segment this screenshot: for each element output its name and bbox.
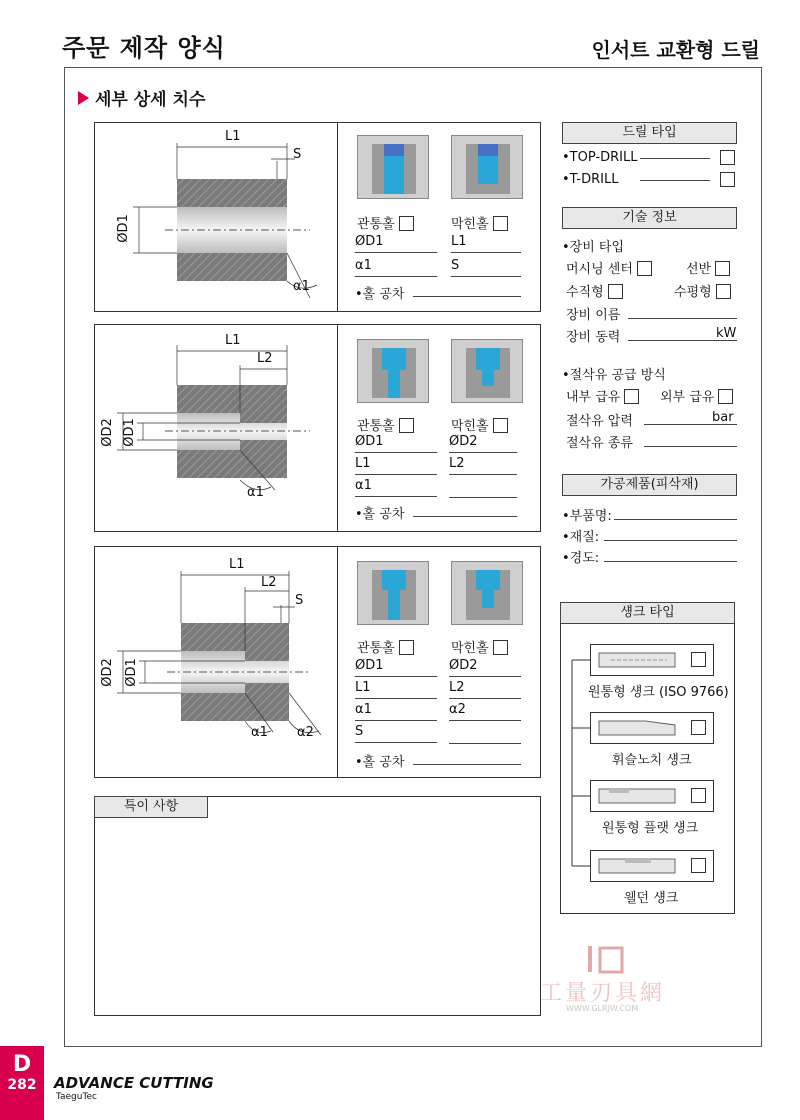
chapter-tab [0,1046,44,1120]
flat-shank-checkbox[interactable] [691,788,706,803]
blind-hole-checkbox[interactable] [493,640,508,655]
triangle-bullet-icon [78,91,89,105]
label-d1: ØD1 [121,418,137,447]
label-s: S [295,593,304,608]
blind-hole-checkbox[interactable] [493,418,508,433]
field-l1[interactable]: L1 [451,233,521,253]
field-s[interactable]: S [451,257,521,277]
weldon-shank-label: 웰던 섕크 [624,891,679,906]
field-d1[interactable]: ØD1 [355,657,437,677]
field-s[interactable]: S [355,723,437,743]
label-l2: L2 [257,351,273,366]
part-name-input[interactable] [614,519,737,520]
watermark-logo-icon [586,944,626,974]
material-label: •재질: [562,530,600,545]
power-unit: kW [716,326,737,341]
field-l1[interactable]: L1 [355,455,437,475]
blind-hole-checkbox[interactable] [493,216,508,231]
field-a2[interactable]: α2 [449,701,521,721]
field-d1[interactable]: ØD1 [355,233,437,253]
weldon-shank-icon [595,851,685,881]
flat-shank-label: 원통형 플랫 섕크 [602,821,699,836]
notes-box[interactable] [94,796,541,1016]
through-hole-label: 관통홀 [357,213,414,232]
hardness-label: •경도: [562,551,600,566]
top-drill-label: •TOP-DRILL [562,150,638,165]
brand-sub: TaeguTec [56,1092,97,1102]
vertical-label: 수직형 [566,281,623,300]
vertical-checkbox[interactable] [608,284,623,299]
brand-logo [54,1074,214,1102]
notes-title: 특이 사항 [94,796,208,818]
through-hole-photo [357,339,429,403]
label-d1: ØD1 [115,214,131,243]
page-number: 282 [7,1077,37,1093]
shank-option-flat[interactable] [590,780,714,812]
machining-center-checkbox[interactable] [637,261,652,276]
field-blank[interactable] [449,497,517,498]
machining-center-label: 머시닝 센터 [566,258,652,277]
machine-name-input[interactable] [628,318,737,319]
through-hole-checkbox[interactable] [399,640,414,655]
label-a2: α2 [297,725,314,740]
field-a1[interactable]: α1 [355,257,437,277]
hole-tolerance-label: •홀 공차 [355,755,405,770]
cylindrical-shank-checkbox[interactable] [691,652,706,667]
through-hole-checkbox[interactable] [399,216,414,231]
label-l1: L1 [229,557,245,572]
field-blank[interactable] [449,743,521,744]
hole-tolerance-input[interactable] [413,516,517,517]
dimension-panel-3 [94,546,541,778]
lathe-checkbox[interactable] [715,261,730,276]
hole-tolerance-input[interactable] [413,296,521,297]
through-hole-photo [357,561,429,625]
brand-name: ADVANCE CUTTING [54,1074,214,1092]
lathe-label: 선반 [686,258,730,277]
horizontal-label: 수평형 [674,281,731,300]
through-hole-photo [357,135,429,199]
field-l2[interactable]: L2 [449,455,517,475]
label-d2: ØD2 [99,658,115,687]
field-l1[interactable]: L1 [355,679,437,699]
shank-option-whistle-notch[interactable] [590,712,714,744]
label-a1: α1 [247,485,264,500]
watermark-text: 工量刃具網 [540,981,666,1006]
coolant-method-label: •절삭유 공급 방식 [562,368,666,383]
label-l1: L1 [225,333,241,348]
machine-power-label: 장비 동력 [566,330,621,345]
section-heading [78,85,205,110]
horizontal-checkbox[interactable] [716,284,731,299]
field-a1[interactable]: α1 [355,477,437,497]
shank-type-title: 섕크 타입 [560,602,735,624]
field-d2[interactable]: ØD2 [449,433,517,453]
label-s: S [293,147,302,162]
tech-info-title: 기술 정보 [562,207,737,229]
shank-option-cylindrical[interactable] [590,644,714,676]
blind-hole-photo [451,339,523,403]
through-hole-label: 관통홀 [357,637,414,656]
blind-hole-label: 막힌홀 [451,637,508,656]
whistle-notch-shank-label: 휘슬노치 섕크 [612,753,692,768]
coolant-type-label: 절삭유 종류 [566,436,633,451]
blind-hole-label: 막힌홀 [451,213,508,232]
flat-shank-icon [595,781,685,811]
label-d2: ØD2 [99,418,115,447]
part-name-label: •부품명: [562,509,612,524]
field-l2[interactable]: L2 [449,679,521,699]
dimension-panel-1 [94,122,541,312]
label-a1: α1 [251,725,268,740]
coolant-type-input[interactable] [644,446,737,447]
field-d2[interactable]: ØD2 [449,657,521,677]
coolant-pressure-label: 절삭유 압력 [566,414,633,429]
whistle-notch-shank-icon [595,713,685,743]
machine-type-label: •장비 타입 [562,240,625,255]
label-d1: ØD1 [123,658,139,687]
through-hole-checkbox[interactable] [399,418,414,433]
label-l2: L2 [261,575,277,590]
field-d1[interactable]: ØD1 [355,433,437,453]
internal-coolant-checkbox[interactable] [624,389,639,404]
watermark-url: WWW.GLRJW.COM [566,1004,639,1013]
t-drill-checkbox[interactable] [720,172,735,187]
drill-type-title: 드릴 타입 [562,122,737,144]
internal-coolant-label: 내부 급유 [566,386,639,405]
machine-name-label: 장비 이름 [566,308,621,323]
page-title: 주문 제작 양식 [62,34,226,62]
through-hole-label: 관통홀 [357,415,414,434]
section-title: 세부 상세 치수 [95,90,206,110]
external-coolant-checkbox[interactable] [718,389,733,404]
dimension-panel-2 [94,324,541,532]
workpiece-title: 가공제품(피삭재) [562,474,737,496]
hole-tolerance-label: •홀 공차 [355,287,405,302]
blind-hole-photo [451,135,523,199]
blind-hole-label: 막힌홀 [451,415,508,434]
hole-tolerance-input[interactable] [413,764,521,765]
cylindrical-shank-icon [595,645,685,675]
label-l1: L1 [225,129,241,144]
label-a1: α1 [293,279,310,294]
t-drill-label: •T-DRILL [562,172,619,187]
weldon-shank-checkbox[interactable] [691,858,706,873]
field-a1[interactable]: α1 [355,701,437,721]
material-input[interactable] [604,540,737,541]
shank-option-weldon[interactable] [590,850,714,882]
pressure-unit: bar [712,410,734,425]
top-drill-checkbox[interactable] [720,150,735,165]
external-coolant-label: 외부 급유 [660,386,733,405]
whistle-notch-shank-checkbox[interactable] [691,720,706,735]
chapter-letter: D [12,1052,32,1077]
hole-tolerance-label: •홀 공차 [355,507,405,522]
page-subtitle: 인서트 교환형 드릴 [591,38,760,62]
cylindrical-shank-label: 원통형 섕크 (ISO 9766) [588,685,729,700]
hardness-input[interactable] [604,561,737,562]
blind-hole-photo [451,561,523,625]
